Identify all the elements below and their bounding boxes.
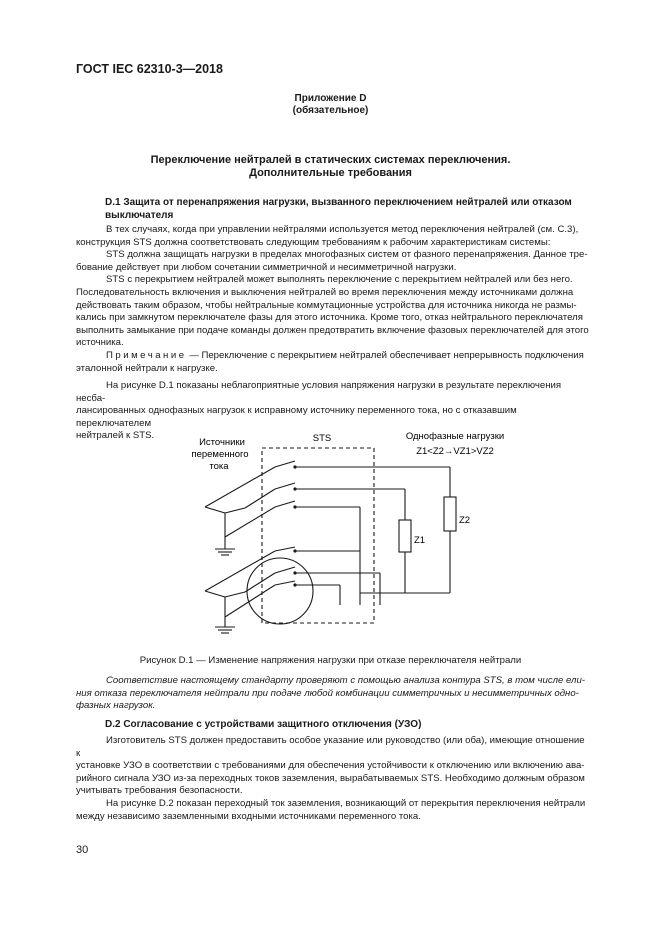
load-z2 (444, 497, 456, 531)
annex-heading-line2: Дополнительные требования (249, 167, 412, 179)
z1-label: Z1 (414, 535, 426, 546)
compliance-note: Соответствие настоящему стандарту проверяют с помощью анализа контура STS, в том числе ели- ния отказа переключателя нейтрали при подаче любой комбинации симметричных и несимметричных одно- фазных нагрузок. (76, 675, 585, 712)
annex-status: (обязательное) (292, 105, 369, 116)
loads-label: Однофазные нагрузки (405, 431, 505, 442)
z2-label: Z2 (459, 515, 471, 526)
page-number: 30 (76, 844, 89, 856)
d1-paragraph-1: В тех случаях, когда при управлении нейтралями используется метод переключения нейтралей (см. С.3), конструкция STS должна соответствовать следующим требованиям к рабочим характеристикам системы: STS должна защищать нагрузки в пределах многофазных систем от фазного перенапряжения. Данное тре- бование действует при любом сочетании симметричной и несимметричной нагрузки. STS с перекрытием нейтралей может выполнять переключение с перекрытием нейтралей или без него. Последовательность включения и выключения нейтралей во время переключения между источниками должна действовать таким образом, чтобы нейтральные коммутационные устройства для источника никогда не размы- кались при замкнутом переключателе фазы для этого источника. Кроме того, отказ нейтрального переключателя выполнить замыкание при подаче команды должен предотвратить включение фазовых переключателей для этого источника. (76, 224, 589, 349)
annex-title: Приложение D (294, 93, 367, 104)
note-label: Примечание (106, 350, 187, 361)
sources-label-line1: Источники (199, 437, 245, 448)
document-header: ГОСТ IEC 62310-3—2018 (76, 62, 223, 76)
d1-paragraph-4: На рисунке D.1 показаны неблагоприятные условия напряжения нагрузки в результате переключения несба- лансированных однофазных нагрузок к исправному источнику переменного тока, но с отказавшим переключателем нейтралей к STS. (76, 380, 562, 442)
condition-label: Z1<Z2→VZ1>VZ2 (416, 446, 494, 457)
load-z1 (399, 520, 411, 552)
figure-caption: Рисунок D.1 — Изменение напряжения нагрузки при отказе переключателя нейтрали (139, 655, 522, 666)
sources-label-line3: тока (209, 461, 229, 472)
d2-paragraphs: Изготовитель STS должен предоставить особое указание или руководство (или оба), имеющие отношение к установке УЗО в соответствии с требованиями для обеспечения устойчивости к отключению или включению ава- рийного сигнала УЗО из-за переходных токов заземления, вырабатываемых STS. Необходимо должным образом учитывать требования безопасности. На рисунке D.2 показан переходный ток заземления, возникающий от перекрытия переключения нейтрали между независимо заземленными входными источниками переменного тока. (76, 735, 586, 822)
sts-label: STS (312, 433, 332, 444)
sources-label-line2: переменного (191, 449, 249, 460)
sts-dashed-box (262, 448, 374, 623)
section-d1-heading: D.1 Защита от перенапряжения нагрузки, вызванного переключением нейтралей или отказом выключателя (105, 197, 572, 221)
section-d2-heading: D.2 Согласование с устройствами защитного отключения (УЗО) (105, 719, 422, 730)
figure-d1-diagram (150, 425, 530, 645)
annex-heading-line1: Переключение нейтралей в статических системах переключения. (150, 154, 511, 166)
fault-highlight-circle (247, 558, 313, 624)
d1-note: Примечание — Переключение с перекрытием нейтралей обеспечивает непрерывность подключения эталонной нейтрали к нагрузке. (76, 350, 584, 374)
